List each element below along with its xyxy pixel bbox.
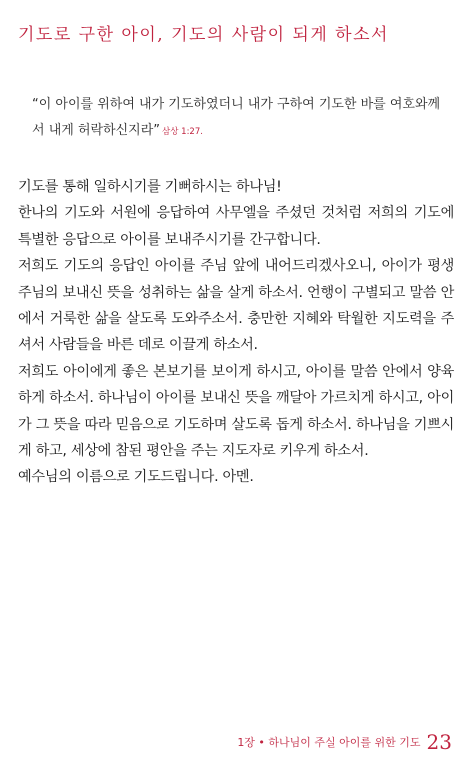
- prayer-paragraph: 예수님의 이름으로 기도드립니다. 아멘.: [18, 469, 254, 486]
- prayer-paragraph: 저희도 아이에게 좋은 본보기를 보이게 하시고, 아이를 말씀 안에서 양육하게 하소서. 하나님이 아이를 보내신 뜻을 깨달아 가르치게 하시고, 아이가 그 뜻을 따라 믿음으로 기도하며 살도록 돕게 하소서. 하나님을 기쁘시게 하고, 세상에 참된 평안을 주는 지도자로 키우게 하소서.: [18, 363, 454, 460]
- prayer-body: [18, 174, 454, 491]
- prayer-paragraph: 기도를 통해 일하시기를 기뻐하시는 하나님!: [18, 179, 282, 195]
- prayer-paragraph: 한나의 기도와 서원에 응답하여 사무엘을 주셨던 것처럼 저희의 기도에 특별한 응답으로 아이를 보내주시기를 간구합니다.: [18, 205, 454, 248]
- page-title: 기도로 구한 아이, 기도의 사람이 되게 하소서: [18, 25, 389, 45]
- quote-reference: 삼상 1:27.: [162, 127, 203, 137]
- prayer-paragraph: 저희도 기도의 응답인 아이를 주님 앞에 내어드리겠사오니, 아이가 평생 주님의 보내신 뜻을 성취하는 삶을 살게 하소서. 언행이 구별되고 말씀 안에서 거룩한 삶을 살도록 도와주소서. 충만한 지혜와 탁월한 지도력을 주셔서 사람들을 바른 데로 이끌게 하소서.: [18, 258, 454, 354]
- page-number: 23: [426, 730, 452, 754]
- quote-text: “이 아이를 위하여 내가 기도하였더니 내가 구하여 기도한 바를 여호와께서 내게 허락하신지라”: [32, 97, 441, 138]
- chapter-label: 1장 • 하나님이 주실 아이를 위한 기도: [237, 736, 421, 749]
- scripture-quote: [32, 92, 452, 145]
- page-footer: [237, 730, 452, 754]
